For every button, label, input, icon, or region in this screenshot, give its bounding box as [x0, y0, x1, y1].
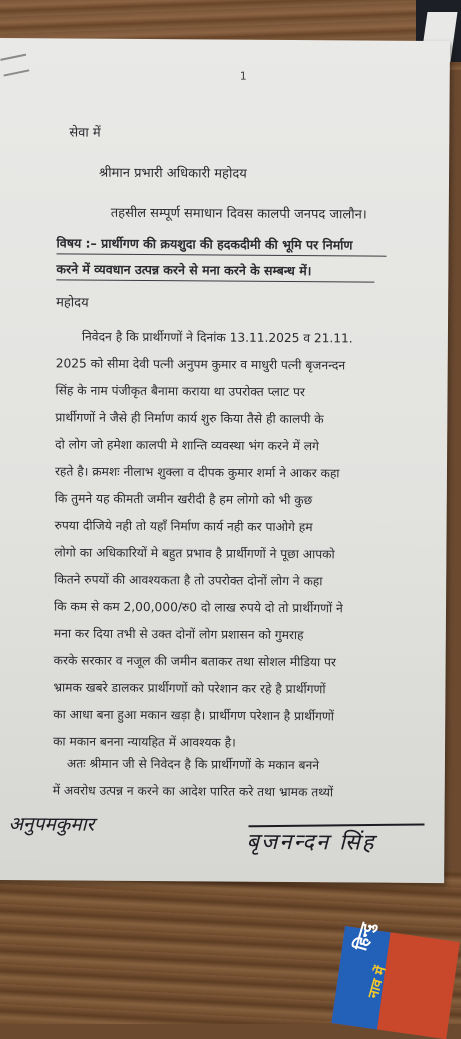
body-line: कि तुमने यह कीमती जमीन खरीदी है हम लोगो को भी कुछ: [54, 491, 313, 508]
background-booklet: [331, 920, 460, 1039]
salutation-to: सेवा में: [69, 125, 101, 141]
signature-anupam-kumar: अनुपमकुमार: [8, 813, 95, 836]
application-letter-page: [0, 38, 450, 883]
closing-line: अतः श्रीमान जी से निवेदन है कि प्रार्थीगणों के मकान बनने: [66, 756, 320, 773]
subject-underline-2: [56, 279, 374, 282]
booklet-white-text: हिन्दु: [351, 920, 378, 953]
body-line: रुपया दीजिये नही तो यहाँ निर्माण कार्य नही कर पाओगे हम: [54, 518, 313, 535]
booklet-yellow-text: नाव में: [365, 964, 390, 1001]
office-line: तहसील सम्पूर्ण समाधान दिवस कालपी जनपद जालौन।: [110, 205, 367, 223]
body-line: भ्रामक खबरे डालकर प्रार्थीगणों को परेशान कर रहे है प्रार्थीगणों: [53, 680, 326, 697]
subject-line-2: करने में व्यवधान उत्पन्न करने से मना करने के सम्बन्ध में।: [56, 261, 312, 279]
body-line: करके सरकार व नजूल की जमीन बताकर तथा सोशल मीडिया पर: [53, 653, 336, 670]
body-line: निवेदन है कि प्रार्थीगणों ने दिनांक 13.11.2025 व 21.11.: [81, 329, 353, 346]
body-line: 2025 को सीमा देवी पत्नी अनुपम कुमार व माधुरी पत्नी बृजनन्दन: [55, 356, 346, 373]
body-line: रहते है। क्रमशः नीलाभ शुक्ला व दीपक कुमार शर्मा ने आकर कहा: [54, 464, 340, 481]
body-line: का आधा बना हुआ मकान खड़ा है। प्रार्थीगण परेशान है प्रार्थीगणों: [53, 707, 334, 724]
body-line: प्रार्थीगणों ने जैसे ही निर्माण कार्य शुरु किया तैसे ही कालपी के: [55, 410, 324, 427]
subject-line-1: विषय :– प्रार्थीगण की क्रयशुदा की हदकदीमी की भूमि पर निर्माण: [56, 235, 353, 253]
body-line: का मकान बनना न्यायहित में आवश्यक है।: [53, 734, 236, 750]
subject-underline-1: [56, 253, 386, 256]
closing-line: में अवरोध उत्पन्न न करने का आदेश पारित करे तथा भ्रामक तथ्यों: [52, 783, 334, 800]
greeting: महोदय: [56, 295, 89, 311]
page-number: 1: [239, 69, 247, 83]
body-line: मना कर दिया तभी से उक्त दोनों लोग प्रशासन को गुमराह: [53, 626, 304, 643]
addressee: श्रीमान प्रभारी अधिकारी महोदय: [99, 165, 247, 182]
body-line: लोगो का अधिकारियों मे बहुत प्रभाव है प्रार्थीगणों ने पूछा आपको: [54, 545, 335, 562]
body-line: सिंह के नाम पंजीकृत बैनामा कराया था उपरोक्त प्लाट पर: [55, 383, 305, 400]
letter-body: [53, 323, 392, 757]
staple-mark: [0, 54, 29, 77]
body-line: कितने रुपयों की आवश्यकता है तो उपरोक्त दोनों लोग ने कहा: [54, 572, 323, 589]
closing-paragraph: [53, 750, 389, 806]
signature-brijnandan-singh: बृजनन्दन सिंह: [246, 829, 376, 856]
body-line: कि कम से कम 2,00,000/रु0 दो लाख रुपये दो तो प्रार्थीगणों ने: [53, 599, 343, 616]
body-line: दो लोग जो हमेशा कालपी मे शान्ति व्यवस्था भंग करने में लगे: [55, 437, 319, 454]
